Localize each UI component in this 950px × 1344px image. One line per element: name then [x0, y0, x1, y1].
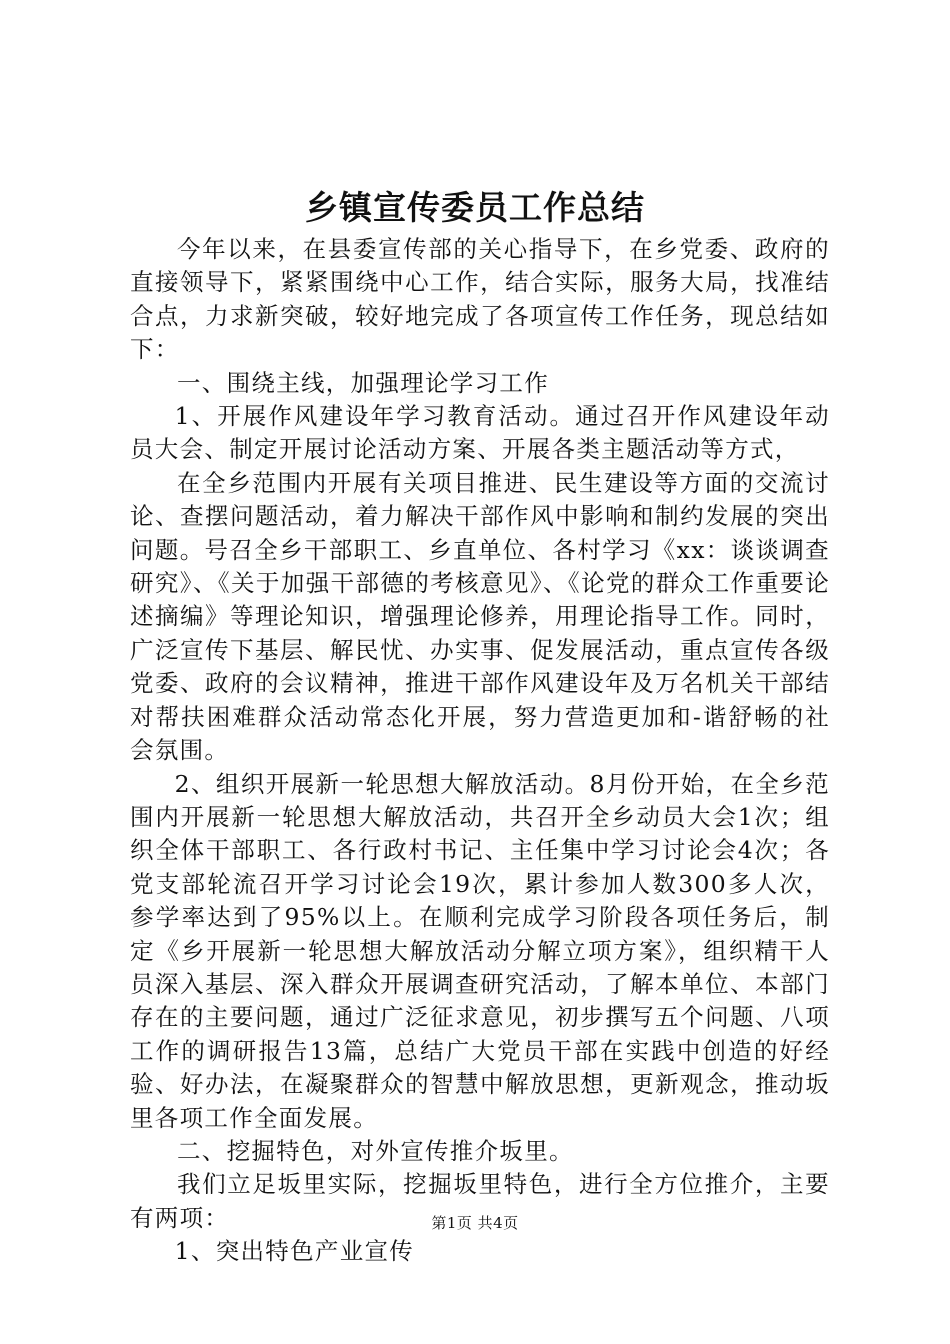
paragraph-item-1: 1、开展作风建设年学习教育活动。通过召开作风建设年动员大会、制定开展讨论活动方案、开展各类主题活动等方式， — [130, 402, 830, 464]
paragraph-intro: 今年以来，在县委宣传部的关心指导下，在乡党委、政府的直接领导下，紧紧围绕中心工作，结合实际，服务大局，找准结合点，力求新突破，较好地完成了各项宣传工作任务，现总结如下： — [130, 235, 830, 364]
heading-subsection-2-1: 1、突出特色产业宣传 — [174, 1237, 415, 1266]
paragraph-item-2: 2、组织开展新一轮思想大解放活动。8月份开始，在全乡范围内开展新一轮思想大解放活动，共召开全乡动员大会1次；组织全体干部职工、各行政村书记、主任集中学习讨论会4次；各党支部轮流召开学习讨论会19次，累计参加人数300多人次，参学率达到了95%以上。在顺利完成学习阶段各项任务后，制定《乡开展新一轮思想大解放活动分解立项方案》，组织精干人员深入基层、深入群众开展调查研究活动，了解本单位、本部门存在的主要问题，通过广泛征求意见，初步撰写五个问题、八项工作的调研报告13篇，总结广大党员干部在实践中创造的好经验、好办法，在凝聚群众的智慧中解放思想，更新观念，推动坂里各项工作全面发展。 — [130, 769, 830, 1132]
heading-section-1: 一、围绕主线，加强理论学习工作 — [177, 368, 549, 397]
paragraph-section-2-intro: 我们立足坂里实际，挖掘坂里特色，进行全方位推介，主要有两项： — [130, 1170, 830, 1232]
page-footer: 第1页 共4页 — [431, 1214, 519, 1232]
document-body — [130, 233, 830, 1269]
paragraph-item-1-continued: 在全乡范围内开展有关项目推进、民生建设等方面的交流讨论、查摆问题活动，着力解决干部作风中影响和制约发展的突出问题。号召全乡干部职工、乡直单位、各村学习《xx：谈谈调查研究》、《关于加强干部德的考核意见》、《论党的群众工作重要论述摘编》等理论知识，增强理论修养，用理论指导工作。同时，广泛宣传下基层、解民忧、办实事、促发展活动，重点宣传各级党委、政府的会议精神，推进干部作风建设年及万名机关干部结对帮扶困难群众活动常态化开展，努力营造更加和-谐舒畅的社会氛围。 — [130, 468, 830, 765]
document-title: 乡镇宣传委员工作总结 — [305, 188, 645, 227]
heading-section-2: 二、挖掘特色，对外宣传推介坂里。 — [177, 1136, 574, 1165]
